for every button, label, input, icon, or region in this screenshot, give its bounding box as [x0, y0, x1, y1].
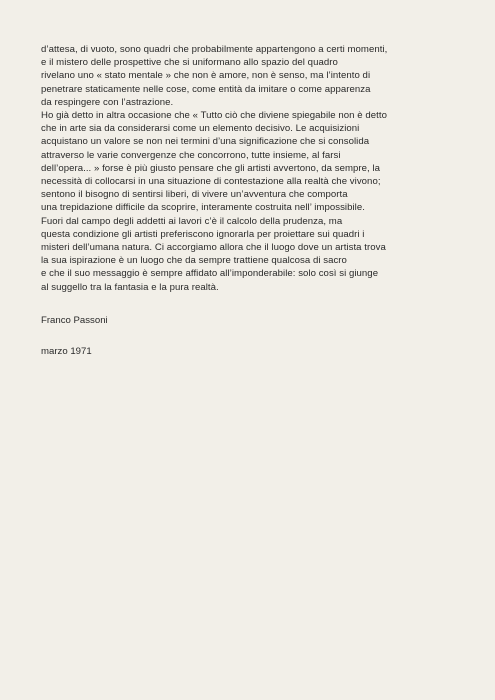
author-signature: Franco Passoni: [41, 315, 108, 326]
text-line: misteri dell’umana natura. Ci accorgiamo allora che il luogo dove un artista trova: [41, 242, 386, 254]
text-line: Fuori dal campo degli addetti ai lavori c’è il calcolo della prudenza, ma: [41, 215, 343, 227]
text-line: e il mistero delle prospettive che si uniformano allo spazio del quadro: [41, 57, 338, 69]
text-line: acquistano un valore se non nei termini d’una significazione che si consolida: [41, 136, 370, 148]
text-line: al suggello tra la fantasia e la pura realtà.: [41, 281, 219, 293]
text-line: una trepidazione difficile da scoprire, interamente costruita nell’ impossibile.: [41, 202, 365, 214]
text-line: Ho già detto in altra occasione che « Tutto ciò che diviene spiegabile non è detto: [41, 110, 387, 122]
text-line: questa condizione gli artisti preferiscono ignorarla per proiettare sui quadri i: [41, 228, 365, 240]
text-line: penetrare staticamente nelle cose, come entità da imitare o come apparenza: [41, 83, 371, 95]
text-line: che in arte sia da considerarsi come un elemento decisivo. Le acquisizioni: [41, 123, 360, 135]
text-line: e che il suo messaggio è sempre affidato all’imponderabile: solo così si giunge: [41, 268, 379, 280]
text-line: necessità di collocarsi in una situazione di contestazione alla realtà che vivono;: [41, 176, 381, 188]
document-date: marzo 1971: [41, 346, 92, 357]
text-line: dell’opera... » forse è più giusto pensare che gli artisti avvertono, da sempre, la: [41, 162, 381, 174]
text-line: sentono il bisogno di sentirsi liberi, di vivere un’avventura che comporta: [41, 189, 348, 201]
text-line: attraverso le varie convergenze che concorrono, tutte insieme, al farsi: [41, 149, 341, 161]
text-line: d’attesa, di vuoto, sono quadri che probabilmente appartengono a certi momenti,: [41, 44, 388, 55]
body-text: [41, 43, 481, 294]
text-line: da respingere con l’astrazione.: [41, 96, 174, 108]
text-line: la sua ispirazione è un luogo che da sempre trattiene qualcosa di sacro: [41, 255, 347, 267]
text-line: rivelano uno « stato mentale » che non è amore, non è senso, ma l’intento di: [41, 70, 371, 82]
